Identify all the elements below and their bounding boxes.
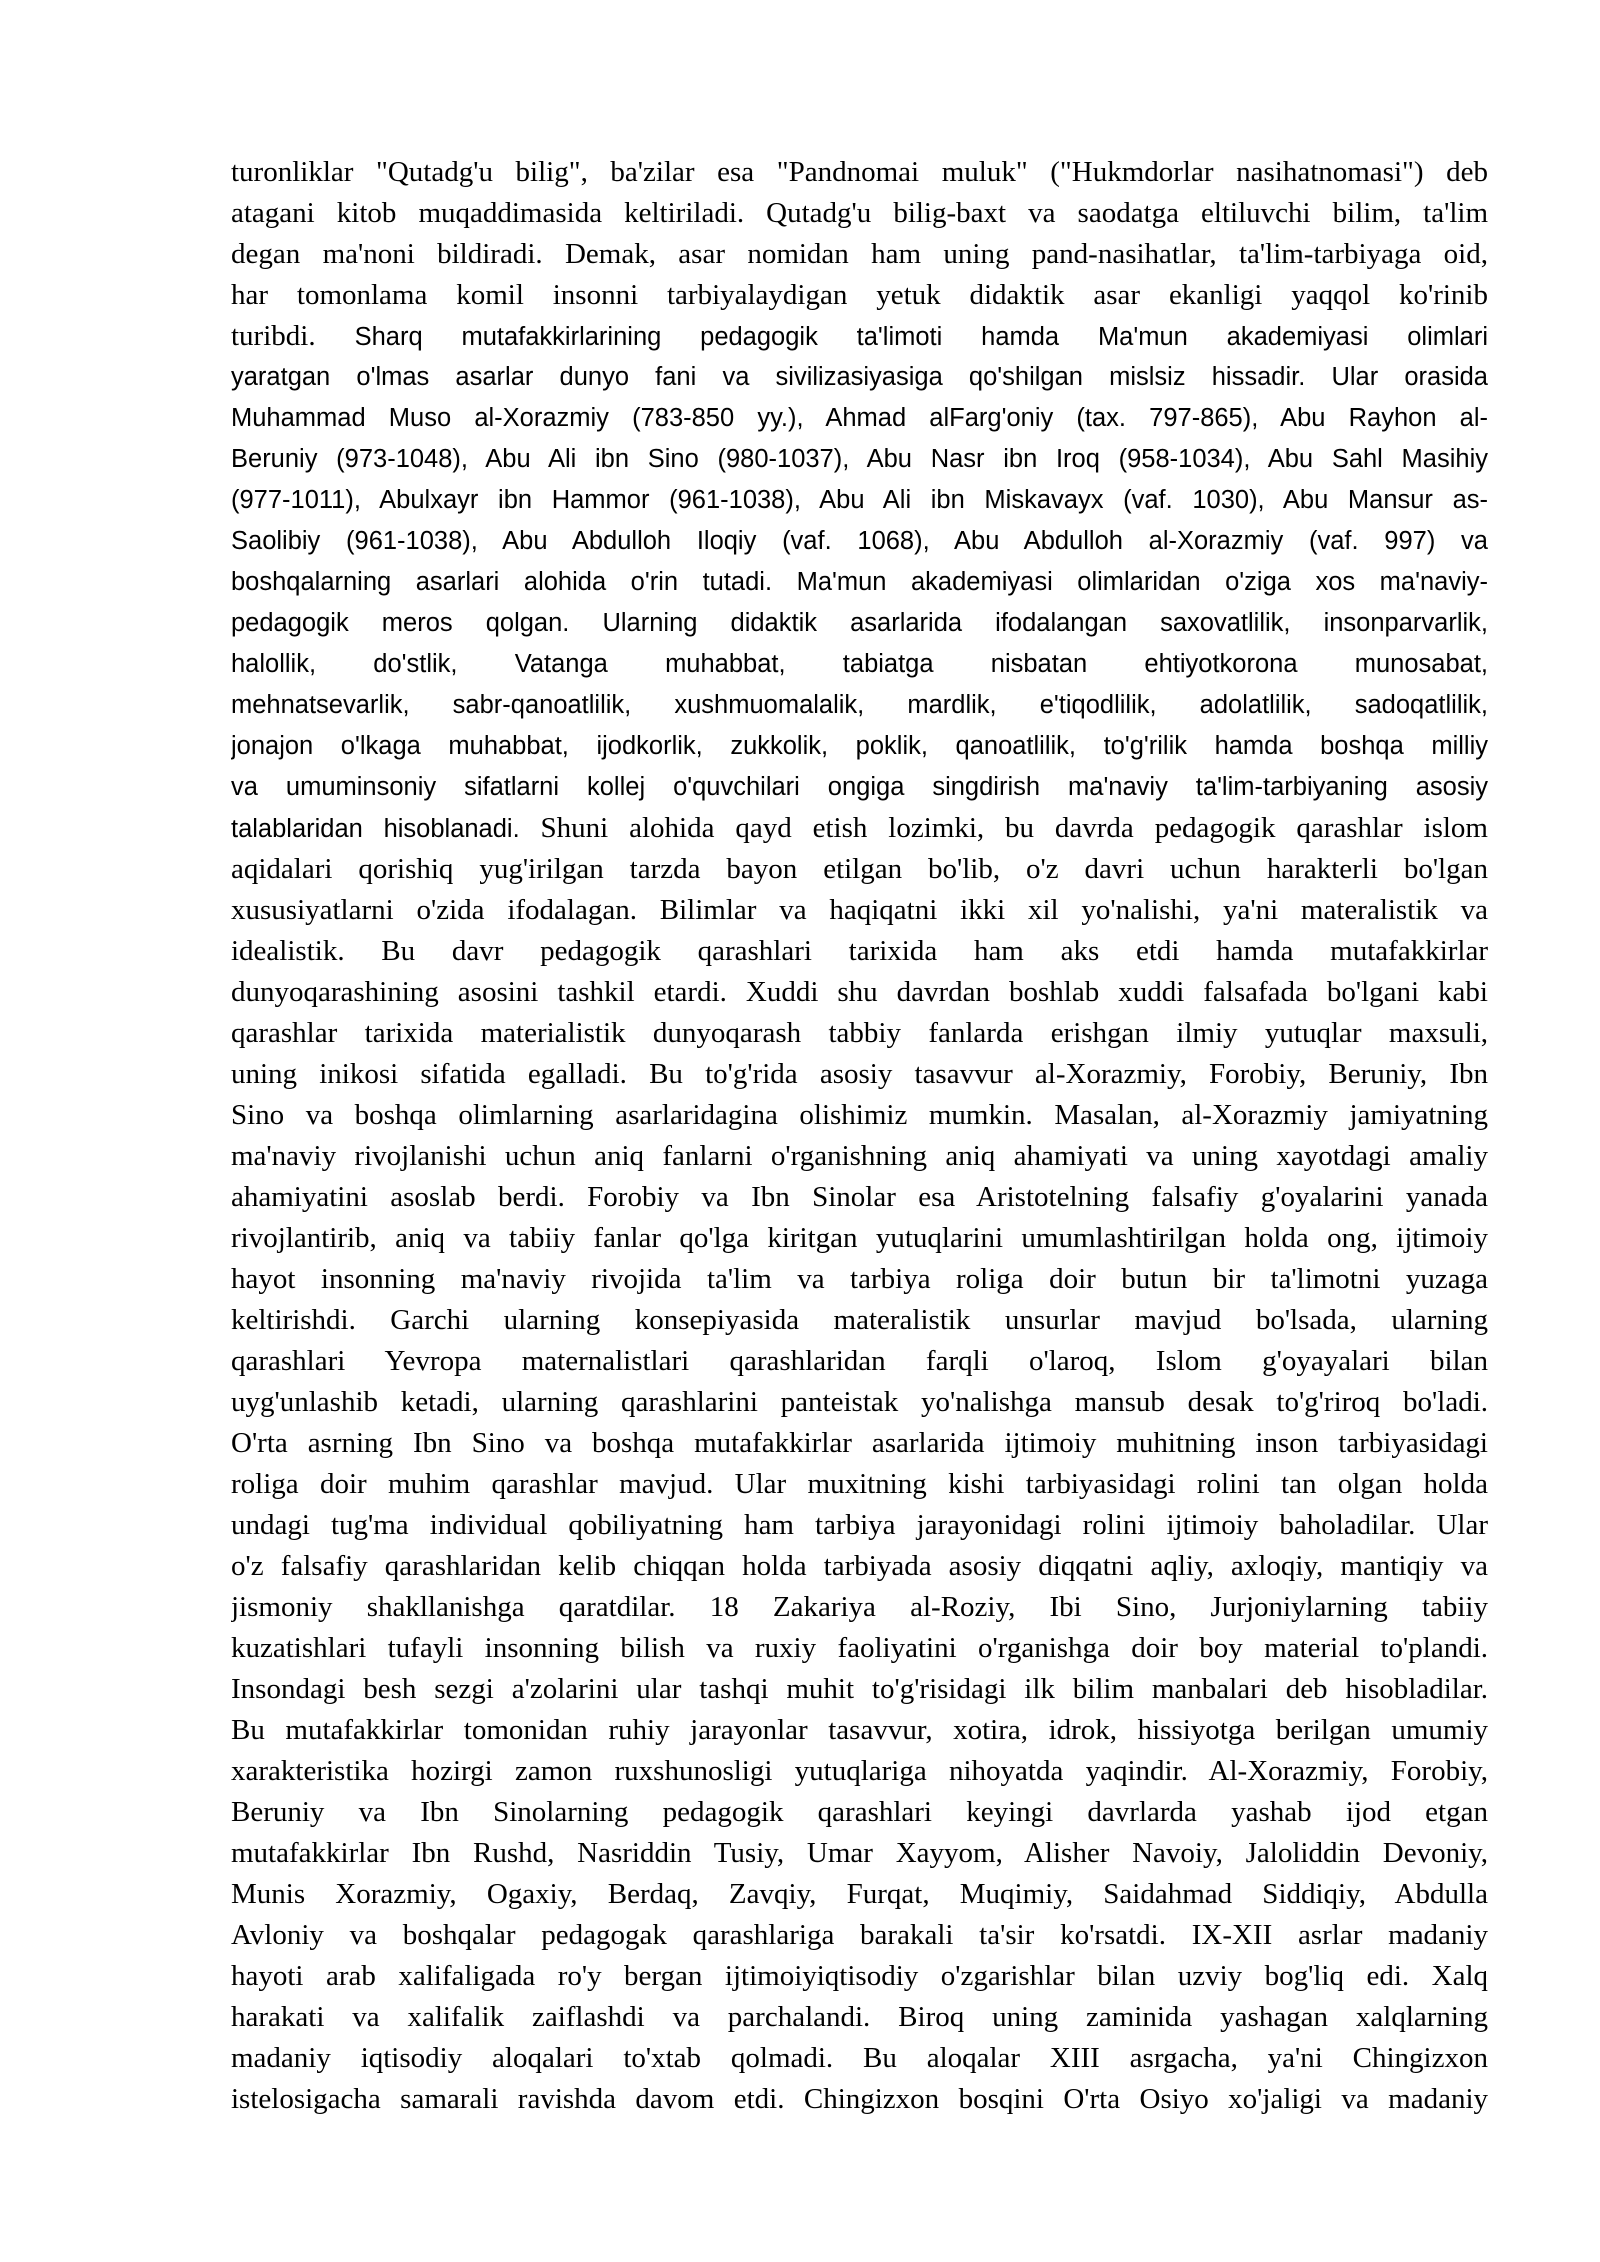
text-segment: turonliklar "Qutadg'u bilig", ba'zilar esa "Pandnomai muluk" ("Hukmdorlar nasihatnomasi") deb (231, 156, 1488, 188)
body-text (231, 152, 1488, 2120)
text-segment: Beruniy (973-1048), Abu Ali ibn Sino (980-1037), Abu Nasr ibn Iroq (958-1034), Abu Sahl Masihiy (231, 445, 1488, 473)
text-segment: uning inikosi sifatida egalladi. Bu to'g'rida asosiy tasavvur al-Xorazmiy, Forobiy, Beruniy, Ibn (231, 1058, 1488, 1090)
text-segment: Shuni alohida qayd etish lozimki, bu davrda pedagogik qarashlar islom (519, 812, 1488, 844)
text-segment: xususiyatlarni o'zida ifodalagan. Bilimlar va haqiqatni ikki xil yo'nalishi, ya'ni materalistik va (231, 894, 1488, 926)
text-segment: halollik, do'stlik, Vatanga muhabbat, tabiatga nisbatan ehtiyotkorona munosabat, (231, 650, 1488, 678)
text-segment: keltirishdi. Garchi ularning konsepiyasida materalistik unsurlar mavjud bo'lsada, ularning (231, 1304, 1488, 1336)
text-segment: qarashlari Yevropa maternalistlari qarashlaridan farqli o'laroq, Islom g'oyayalari bilan (231, 1345, 1488, 1377)
text-line (231, 1505, 1488, 1546)
text-line (231, 2038, 1488, 2079)
text-segment: Sino va boshqa olimlarning asarlaridagina olishimiz mumkin. Masalan, al-Xorazmiy jamiyatning (231, 1099, 1488, 1131)
text-line (231, 1382, 1488, 1423)
text-line (231, 849, 1488, 890)
text-segment: boshqalarning asarlari alohida o'rin tutadi. Ma'mun akademiyasi olimlaridan o'ziga xos ma'naviy- (231, 568, 1488, 596)
text-line (231, 972, 1488, 1013)
text-segment: Saolibiy (961-1038), Abu Abdulloh Iloqiy (vaf. 1068), Abu Abdulloh al-Xorazmiy (vaf. 997) va (231, 527, 1488, 555)
text-line (231, 521, 1488, 562)
text-line (231, 1956, 1488, 1997)
text-line (231, 1013, 1488, 1054)
text-segment: kuzatishlari tufayli insonning bilish va ruxiy faoliyatini o'rganishga doir boy material to'plandi. (231, 1632, 1488, 1664)
text-line (231, 1423, 1488, 1464)
text-segment: roliga doir muhim qarashlar mavjud. Ular muxitning kishi tarbiyasidagi rolini tan olgan holda (231, 1468, 1488, 1500)
text-line (231, 685, 1488, 726)
text-segment: uyg'unlashib ketadi, ularning qarashlarini panteistak yo'nalishga mansub desak to'g'riroq bo'ladi. (231, 1386, 1488, 1418)
text-line (231, 1218, 1488, 1259)
text-line (231, 1259, 1488, 1300)
text-segment: turibdi. (231, 320, 355, 352)
text-segment: aqidalari qorishiq yug'irilgan tarzda bayon etilgan bo'lib, o'z davri uchun harakterli bo'lgan (231, 853, 1488, 885)
text-segment: hayoti arab xalifaligada ro'y bergan ijtimoiyiqtisodiy o'zgarishlar bilan uzviy bog'liq edi. Xalq (231, 1960, 1488, 1992)
text-line (231, 316, 1488, 357)
text-segment: istelosigacha samarali ravishda davom etdi. Chingizxon bosqini O'rta Osiyo xo'jaligi va madaniy (231, 2083, 1488, 2115)
text-line (231, 603, 1488, 644)
text-line (231, 931, 1488, 972)
text-line (231, 1177, 1488, 1218)
text-line (231, 1300, 1488, 1341)
text-line (231, 1054, 1488, 1095)
text-segment: Insondagi besh sezgi a'zolarini ular tashqi muhit to'g'risidagi ilk bilim manbalari deb hisobladilar. (231, 1673, 1488, 1705)
text-line (231, 1341, 1488, 1382)
text-line (231, 2079, 1488, 2120)
text-segment: Avloniy va boshqalar pedagogak qarashlariga barakali ta'sir ko'rsatdi. IX-XII asrlar madaniy (231, 1919, 1488, 1951)
text-segment: jonajon o'lkaga muhabbat, ijodkorlik, zukkolik, poklik, qanoatlilik, to'g'rilik hamda boshqa milliy (231, 732, 1488, 760)
text-line (231, 1546, 1488, 1587)
text-segment: Bu mutafakkirlar tomonidan ruhiy jarayonlar tasavvur, xotira, idrok, hissiyotga berilgan umumiy (231, 1714, 1488, 1746)
text-segment: talablaridan hisoblanadi. (231, 815, 520, 843)
text-segment: undagi tug'ma individual qobiliyatning ham tarbiya jarayonidagi rolini ijtimoiy baholadilar. Ular (231, 1509, 1488, 1541)
text-line (231, 1587, 1488, 1628)
text-segment: yaratgan o'lmas asarlar dunyo fani va sivilizasiyasiga qo'shilgan mislsiz hissadir. Ular orasida (231, 363, 1488, 391)
text-line (231, 1628, 1488, 1669)
text-segment: qarashlar tarixida materialistik dunyoqarash tabbiy fanlarda erishgan ilmiy yutuqlar maxsuli, (231, 1017, 1488, 1049)
text-segment: idealistik. Bu davr pedagogik qarashlari tarixida ham aks etdi hamda mutafakkirlar (231, 935, 1488, 967)
text-segment: mutafakkirlar Ibn Rushd, Nasriddin Tusiy, Umar Xayyom, Alisher Navoiy, Jaloliddin Devoniy, (231, 1837, 1488, 1869)
text-segment: madaniy iqtisodiy aloqalari to'xtab qolmadi. Bu aloqalar XIII asrgacha, ya'ni Chingizxon (231, 2042, 1488, 2074)
text-line (231, 1997, 1488, 2038)
text-segment: (977-1011), Abulxayr ibn Hammor (961-1038), Abu Ali ibn Miskavayx (vaf. 1030), Abu Mansur as- (231, 486, 1488, 514)
text-segment: rivojlantirib, aniq va tabiiy fanlar qo'lga kiritgan yutuqlarini umumlashtirilgan holda ong, ijtimoiy (231, 1222, 1488, 1254)
text-line (231, 1874, 1488, 1915)
text-line (231, 1792, 1488, 1833)
text-segment: o'z falsafiy qarashlaridan kelib chiqqan holda tarbiyada asosiy diqqatni aqliy, axloqiy, mantiqiy va (231, 1550, 1488, 1582)
text-segment: harakati va xalifalik zaiflashdi va parchalandi. Biroq uning zaminida yashagan xalqlarning (231, 2001, 1488, 2033)
text-segment: Beruniy va Ibn Sinolarning pedagogik qarashlari keyingi davrlarda yashab ijod etgan (231, 1796, 1488, 1828)
text-line (231, 398, 1488, 439)
text-line (231, 152, 1488, 193)
text-segment: Muhammad Muso al-Xorazmiy (783-850 yy.), Ahmad alFarg'oniy (tax. 797-865), Abu Rayhon al- (231, 404, 1488, 432)
text-segment: ma'naviy rivojlanishi uchun aniq fanlarni o'rganishning aniq ahamiyati va uning xayotdagi amaliy (231, 1140, 1488, 1172)
text-line (231, 562, 1488, 603)
text-segment: ahamiyatini asoslab berdi. Forobiy va Ibn Sinolar esa Aristotelning falsafiy g'oyalarini yanada (231, 1181, 1488, 1213)
text-segment: dunyoqarashining asosini tashkil etardi. Xuddi shu davrdan boshlab xuddi falsafada bo'lgani kabi (231, 976, 1488, 1008)
text-segment: va umuminsoniy sifatlarni kollej o'quvchilari ongiga singdirish ma'naviy ta'lim-tarbiyaning asosiy (231, 773, 1488, 801)
text-line (231, 1710, 1488, 1751)
text-line (231, 1833, 1488, 1874)
text-segment: Sharq mutafakkirlarining pedagogik ta'limoti hamda Ma'mun akademiyasi olimlari (354, 323, 1488, 351)
text-line (231, 890, 1488, 931)
text-segment: O'rta asrning Ibn Sino va boshqa mutafakkirlar asarlarida ijtimoiy muhitning inson tarbiyasidagi (231, 1427, 1488, 1459)
text-line (231, 1915, 1488, 1956)
text-line (231, 1464, 1488, 1505)
text-line (231, 726, 1488, 767)
text-line (231, 1136, 1488, 1177)
text-segment: xarakteristika hozirgi zamon ruxshunosligi yutuqlariga nihoyatda yaqindir. Al-Xorazmiy, Forobiy, (231, 1755, 1488, 1787)
text-line (231, 767, 1488, 808)
text-segment: hayot insonning ma'naviy rivojida ta'lim va tarbiya roliga doir butun bir ta'limotni yuzaga (231, 1263, 1488, 1295)
text-line (231, 357, 1488, 398)
text-segment: Munis Xorazmiy, Ogaxiy, Berdaq, Zavqiy, Furqat, Muqimiy, Saidahmad Siddiqiy, Abdulla (231, 1878, 1488, 1910)
text-line (231, 234, 1488, 275)
text-line (231, 808, 1488, 849)
text-line (231, 644, 1488, 685)
text-line (231, 1751, 1488, 1792)
text-line (231, 480, 1488, 521)
text-line (231, 193, 1488, 234)
text-line (231, 439, 1488, 480)
text-segment: har tomonlama komil insonni tarbiyalaydigan yetuk didaktik asar ekanligi yaqqol ko'rinib (231, 279, 1488, 311)
text-segment: atagani kitob muqaddimasida keltiriladi. Qutadg'u bilig-baxt va saodatga eltiluvchi bilim, ta'lim (231, 197, 1488, 229)
text-line (231, 1095, 1488, 1136)
text-segment: degan ma'noni bildiradi. Demak, asar nomidan ham uning pand-nasihatlar, ta'lim-tarbiyaga oid, (231, 238, 1488, 270)
text-segment: mehnatsevarlik, sabr-qanoatlilik, xushmuomalalik, mardlik, e'tiqodlilik, adolatlilik, sadoqatlilik, (231, 691, 1488, 719)
text-line (231, 275, 1488, 316)
text-segment: jismoniy shakllanishga qaratdilar. 18 Zakariya al-Roziy, Ibi Sino, Jurjoniylarning tabiiy (231, 1591, 1488, 1623)
text-line (231, 1669, 1488, 1710)
text-segment: pedagogik meros qolgan. Ularning didaktik asarlarida ifodalangan saxovatlilik, insonparvarlik, (231, 609, 1488, 637)
